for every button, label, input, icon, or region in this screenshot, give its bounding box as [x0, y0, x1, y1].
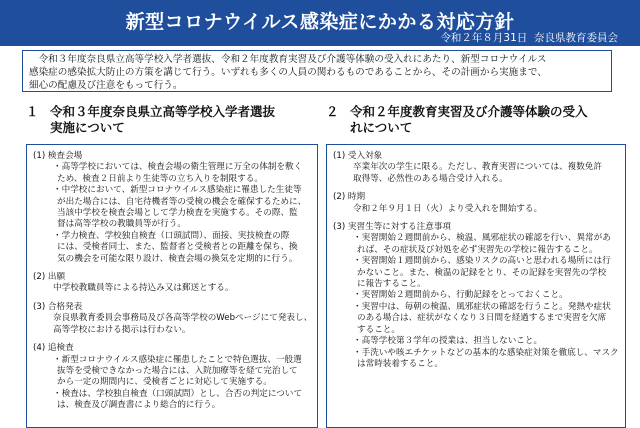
title-banner	[0, 0, 640, 46]
text-line: すること。	[357, 324, 400, 335]
section-title-line1: 令和２年度教育実習及び介護等体験の受入	[350, 104, 588, 119]
section-teaching-practice	[326, 104, 626, 428]
text-line: 検査は、学校独自検査（口頭試問）とし、合否の判定について	[61, 388, 303, 399]
subsection-heading: (3) 実習生等に対する注意事項	[333, 222, 452, 233]
intro-line: 感染症の感染拡大防止の方策を講じて行う。いずれも多くの人員の関わるものであることから、その計画から実施まで、	[29, 67, 547, 79]
bullet: ・	[353, 336, 362, 347]
text-line: 取得等、必然性のある場合受け入れる。	[353, 173, 508, 184]
text-line: かないこと。また、検温の記録をとり、その記録を実習先の学校	[357, 267, 607, 278]
text-line: 新型コロナウイルス感染症に罹患したことで特色選抜、一般選	[61, 354, 302, 365]
text-line: 実習中は、毎朝の検温、風邪症状の確認を行うこと。発熱や症状	[361, 301, 611, 312]
text-line: のある場合は、症状がなくなり３日間を経過するまで実習を欠席	[357, 313, 607, 324]
subsection-eligibility	[333, 151, 621, 185]
section-title-line1: 令和３年度奈良県立高等学校入学者選抜	[50, 104, 276, 119]
text-line: 中学校教職員等による持込み又は郵送とする。	[53, 283, 234, 294]
subsection-heading: (3) 合格発表	[33, 301, 83, 312]
text-line: 督は高等学校の教職員等が行う。	[57, 219, 186, 230]
text-line: 学力検査、学校独自検査（口頭試問）、面接、実技検査の際	[61, 230, 290, 241]
text-line: から一定の期間内に、受検者ごとに対応して実施する。	[57, 377, 272, 388]
bullet: ・	[53, 354, 62, 365]
subsection-heading: (4) 追検査	[33, 343, 74, 354]
text-line: 当該中学校を検査会場として学力検査を実施する。その際、監	[57, 208, 298, 219]
subsection-venue	[33, 151, 313, 265]
section-title	[26, 104, 318, 136]
text-line: 奈良県教育委員会事務局及び各高等学校のWebページにて発表し、	[53, 313, 313, 324]
text-line: が出た場合には、自宅待機者等の受検の機会を確保するために、	[57, 196, 307, 207]
bullet: ・	[53, 388, 62, 399]
text-line: 中学校において、新型コロナウイルス感染症に罹患した生徒等	[61, 185, 302, 196]
bullet: ・	[353, 256, 362, 267]
text-line: は、検査及び調査書により総合的に行う。	[57, 400, 221, 411]
date-line	[440, 30, 618, 45]
text-line: に報告すること。	[357, 279, 426, 290]
section-content-box	[326, 144, 626, 428]
section-number: １	[26, 104, 39, 119]
intro-line: 令和３年度奈良県立高等学校入学者選抜、令和２年度教育実習及び介護等体験の受入れにあたり、新型コロナウイルス	[38, 54, 547, 65]
subsection-precautions	[333, 222, 621, 370]
subsection-period	[333, 192, 621, 215]
text-line: 実習開始２週間前から、行動記録をとっておくこと。	[361, 290, 568, 301]
subsection-heading: (1) 検査会場	[33, 151, 83, 161]
bullet: ・	[53, 230, 62, 241]
subsection-heading: (2) 時期	[333, 192, 366, 203]
subsection-application	[33, 272, 313, 295]
text-line: 高等学校においては、検査会場の衛生管理に万全の体制を敷く	[61, 162, 303, 173]
text-line: 実習開始２週間前から、検温、風邪症状の確認を行い、異常があ	[361, 233, 611, 244]
text-line: 気の機会を可能な限り設け、検査会場の換気を定期的に行う。	[57, 253, 298, 264]
section-entrance-exam	[26, 104, 318, 428]
text-line: ため、検査２日前より生徒等の立ち入りを制限する。	[57, 173, 263, 184]
text-line: 実習開始１週間前から、感染リスクの高いと思われる場所には行	[361, 256, 611, 267]
text-line: は常時装着すること。	[357, 358, 443, 369]
bullet: ・	[353, 290, 362, 301]
subsection-makeup-exam	[33, 343, 313, 411]
bullet: ・	[353, 233, 362, 244]
intro-line: 細心の配慮及び注意をもって行う。	[29, 80, 183, 92]
text-line: 令和２年９月１日（火）より受入れを開始する。	[353, 203, 543, 214]
subsection-heading: (2) 出願	[33, 272, 66, 283]
subsection-heading: (1) 受入対象	[333, 151, 383, 161]
page-title: 新型コロナウイルス感染症にかかる対応方針	[125, 11, 515, 33]
text-line: 高等学校における掲示は行わない。	[53, 324, 191, 335]
issuing-org: 奈良県教育委員会	[534, 32, 618, 44]
intro-box	[22, 50, 612, 92]
bullet: ・	[353, 347, 362, 358]
bullet: ・	[53, 162, 62, 173]
bullet: ・	[53, 185, 62, 196]
subsection-results	[33, 302, 313, 336]
text-line: には、受検者同士、また、監督者と受検者との距離を保ち、換	[57, 242, 298, 253]
section-content-box	[26, 144, 318, 428]
text-line: 高等学校第３学年の授業は、担当しないこと。	[361, 336, 543, 347]
text-line: 卒業年次の学生に限る。ただし、教育実習については、複数免許	[353, 162, 603, 173]
text-line: れば、その症状及び対処を必ず実習先の学校に報告すること。	[357, 244, 598, 255]
section-title-line2: れについて	[350, 120, 413, 135]
section-title-line2: 実施について	[50, 120, 125, 135]
text-line: 手洗いや咳エチケットなどの基本的な感染症対策を徹底し、マスク	[361, 347, 619, 358]
section-title	[326, 104, 626, 136]
bullet: ・	[353, 301, 362, 312]
section-number: ２	[326, 104, 339, 119]
issue-date: 令和２年８月31日	[440, 32, 528, 44]
text-line: 抜等を受検できなかった場合には、入院加療等を経て完治して	[57, 365, 298, 376]
